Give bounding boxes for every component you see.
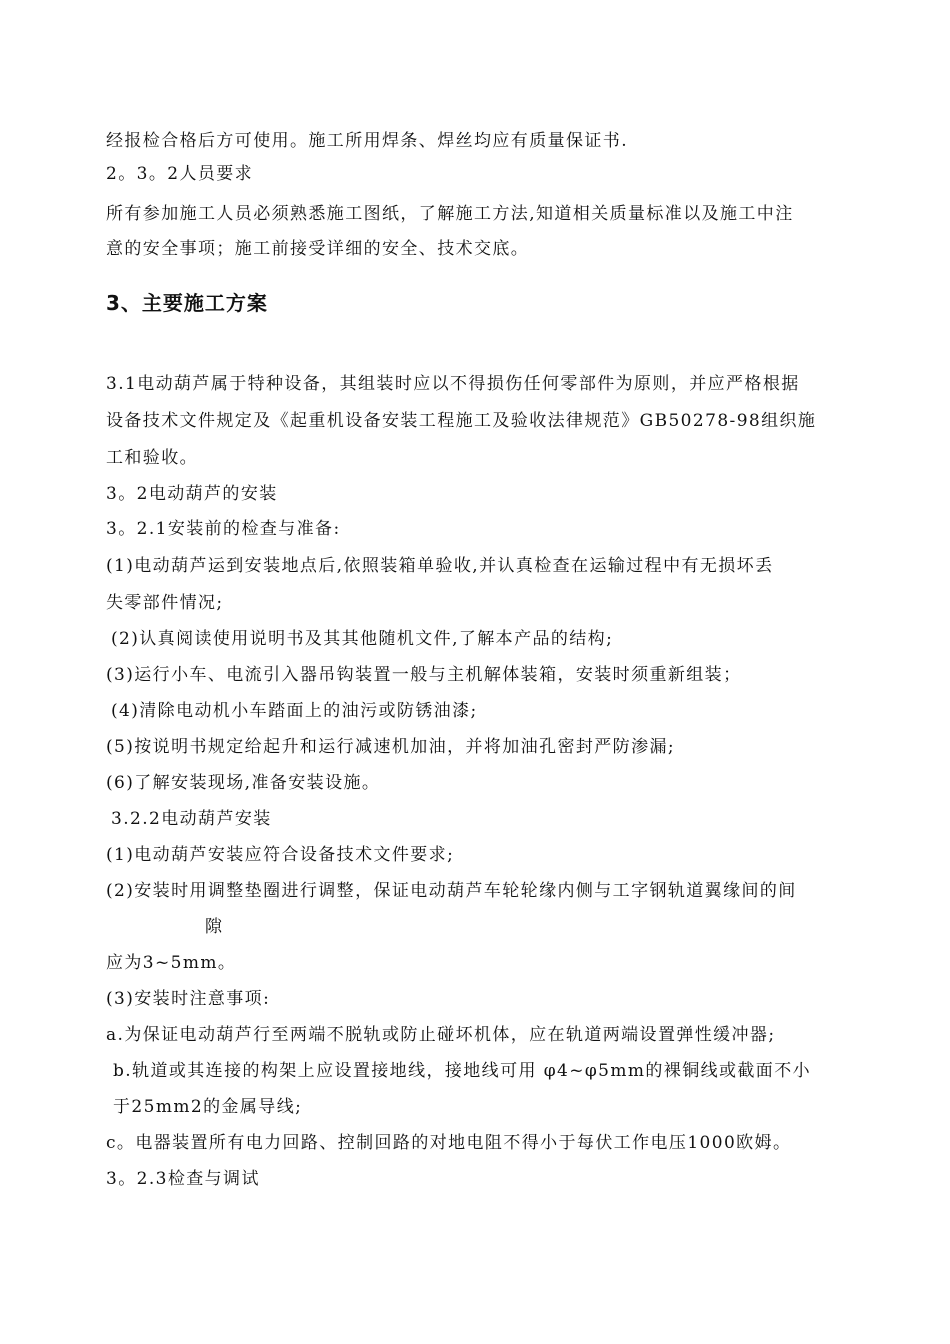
paragraph-line: 3.1电动葫芦属于特种设备，其组装时应以不得损伤任何零部件为原则，并应严格根据 — [106, 374, 800, 394]
note-item: 于25mm2的金属导线; — [113, 1097, 303, 1117]
note-item: b.轨道或其连接的构架上应设置接地线，接地线可用 φ4~φ5mm的裸铜线或截面不小 — [113, 1061, 812, 1081]
list-item: (3)安装时注意事项: — [106, 989, 271, 1009]
list-item: 隙 — [205, 917, 224, 937]
list-item: (5)按说明书规定给起升和运行减速机加油，并将加油孔密封严防渗漏; — [106, 737, 676, 757]
note-item: c。电器装置所有电力回路、控制回路的对地电阻不得小于每伏工作电压1000欧姆。 — [106, 1133, 792, 1153]
paragraph-line: 工和验收。 — [106, 448, 198, 468]
subheading-3-2-3: 3。2.3检查与调试 — [106, 1169, 260, 1189]
list-item: (1)电动葫芦安装应符合设备技术文件要求; — [106, 845, 455, 865]
list-item: 应为3~5mm。 — [106, 953, 237, 973]
list-item: (6)了解安装现场,准备安装设施。 — [106, 773, 381, 793]
subheading-3-2-2: 3.2.2电动葫芦安装 — [111, 809, 272, 829]
list-item: (4)清除电动机小车踏面上的油污或防锈油漆; — [111, 701, 478, 721]
subheading-3-2: 3。2电动葫芦的安装 — [106, 484, 278, 504]
list-item: 失零部件情况; — [106, 593, 224, 613]
note-item: a.为保证电动葫芦行至两端不脱轨或防止碰坏机体，应在轨道两端设置弹性缓冲器; — [106, 1025, 776, 1045]
subheading-2-3-2: 2。3。2人员要求 — [106, 164, 254, 184]
list-item: (2)安装时用调整垫圈进行调整，保证电动葫芦车轮轮缘内侧与工字钢轨道翼缘间的间 — [106, 881, 797, 901]
list-item: (1)电动葫芦运到安装地点后,依照装箱单验收,并认真检查在运输过程中有无损坏丢 — [106, 556, 774, 576]
paragraph-line: 经报检合格后方可使用。施工所用焊条、焊丝均应有质量保证书. — [106, 131, 629, 151]
section-heading-3: 3、主要施工方案 — [106, 291, 268, 315]
list-item: (2)认真阅读使用说明书及其其他随机文件,了解本产品的结构; — [111, 629, 614, 649]
list-item: (3)运行小车、电流引入器吊钩装置一般与主机解体装箱，安装时须重新组装； — [106, 665, 742, 685]
paragraph-line: 意的安全事项；施工前接受详细的安全、技术交底。 — [106, 239, 530, 259]
subheading-3-2-1: 3。2.1安装前的检查与准备: — [106, 519, 341, 539]
paragraph-line: 设备技术文件规定及《起重机设备安装工程施工及验收法律规范》GB50278-98组织施 — [106, 411, 817, 431]
paragraph-line: 所有参加施工人员必须熟悉施工图纸，了解施工方法,知道相关质量标准以及施工中注 — [106, 204, 794, 224]
